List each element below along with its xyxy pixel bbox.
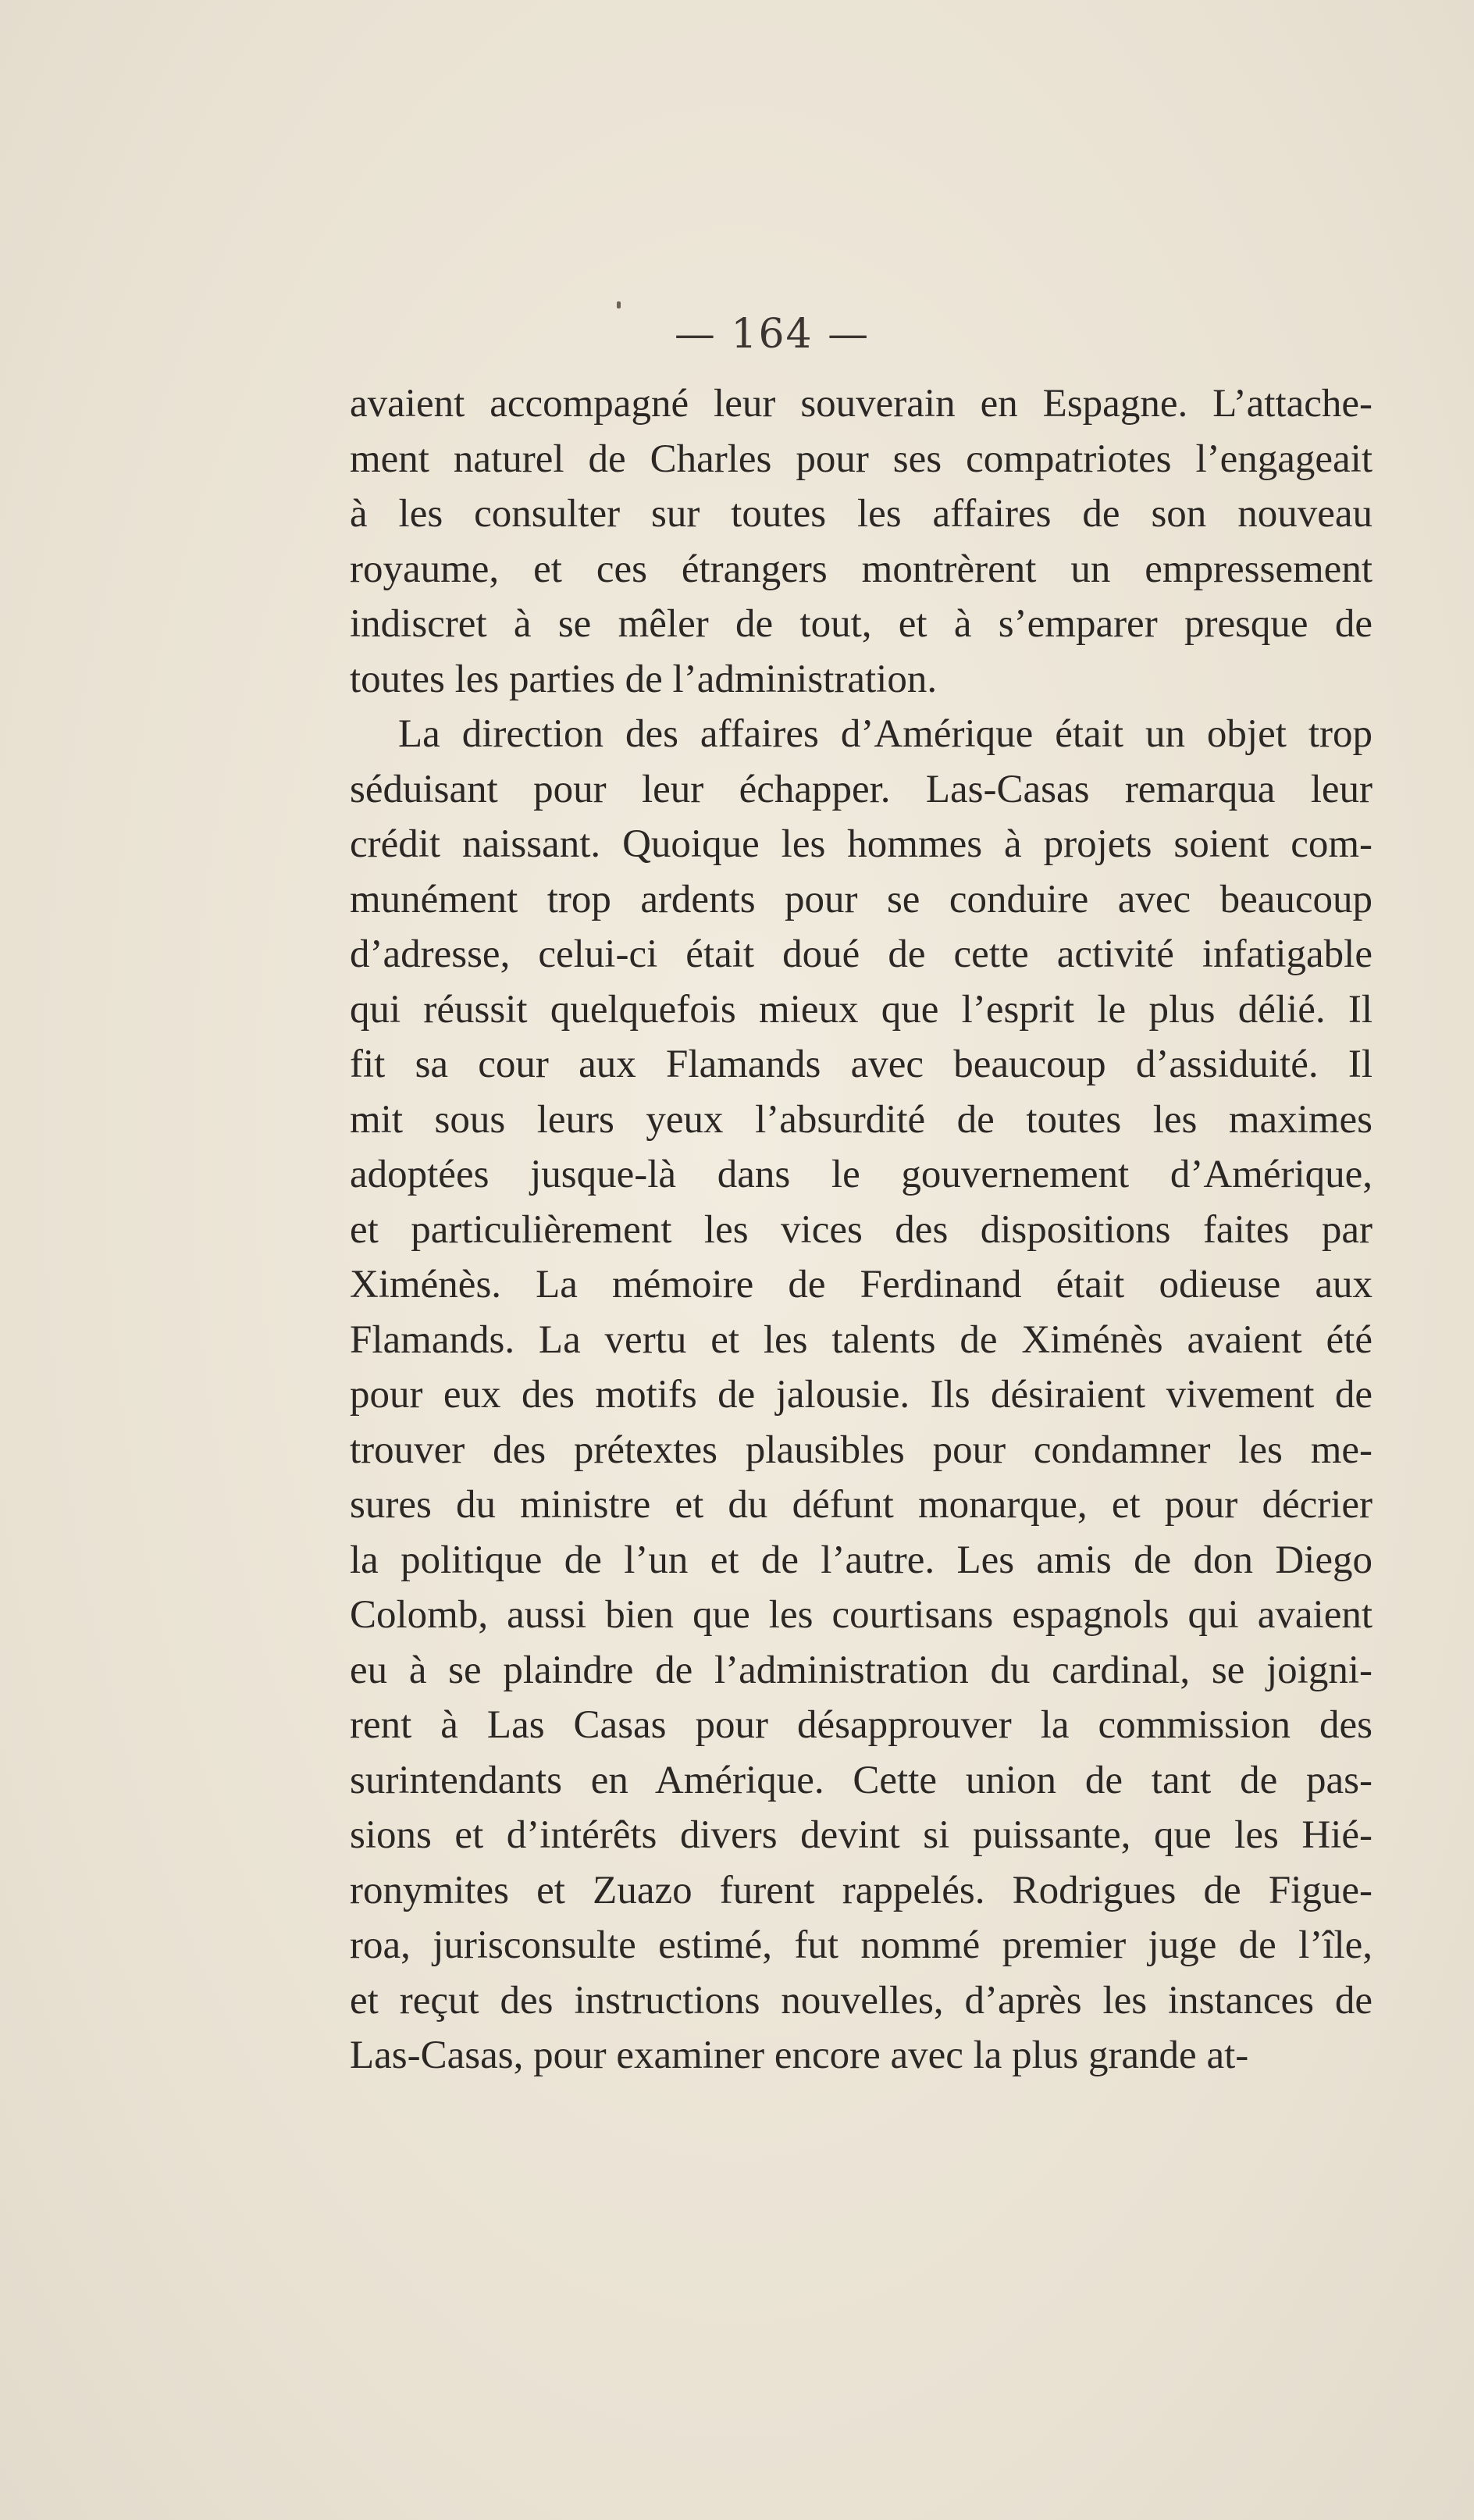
text-line: toutes les parties de l’administration. bbox=[350, 657, 938, 701]
text-line: munément trop ardents pour se conduire avec beaucoup bbox=[350, 877, 1373, 921]
text-line: trouver des prétextes plausibles pour condamner les me- bbox=[350, 1428, 1373, 1472]
text-line: et particulièrement les vices des dispositions faites par bbox=[350, 1207, 1373, 1252]
text-line: qui réussit quelquefois mieux que l’esprit le plus délié. Il bbox=[350, 987, 1373, 1032]
text-line: d’adresse, celui-ci était doué de cette activité infatigable bbox=[350, 932, 1373, 976]
text-line: et reçut des instructions nouvelles, d’après les instances de bbox=[350, 1978, 1373, 2023]
text-line: adoptées jusque-là dans le gouvernement d’Amérique, bbox=[350, 1153, 1373, 1196]
text-line: Colomb, aussi bien que les courtisans espagnols qui avaient bbox=[350, 1593, 1373, 1637]
ink-speck bbox=[617, 301, 621, 308]
text-line: avaient accompagné leur souverain en Espagne. L’attache- bbox=[350, 382, 1373, 426]
text-line: La direction des affaires d’Amérique était un objet trop bbox=[398, 712, 1373, 756]
text-line: royaume, et ces étrangers montrèrent un empressement bbox=[350, 547, 1373, 591]
text-line: Las-Casas, pour examiner encore avec la plus grande at- bbox=[350, 2033, 1249, 2077]
text-line: Flamands. La vertu et les talents de Ximénès avaient été bbox=[350, 1317, 1373, 1362]
text-line: ronymites et Zuazo furent rappelés. Rodrigues de Figue- bbox=[350, 1868, 1373, 1912]
text-line: mit sous leurs yeux l’absurdité de toutes les maximes bbox=[350, 1097, 1373, 1142]
text-line: séduisant pour leur échapper. Las-Casas remarqua leur bbox=[350, 767, 1373, 811]
text-line: crédit naissant. Quoique les hommes à projets soient com- bbox=[350, 822, 1373, 866]
text-line: eu à se plaindre de l’administration du cardinal, se joigni- bbox=[350, 1648, 1373, 1692]
body-text bbox=[350, 376, 1373, 2083]
text-line: sions et d’intérêts divers devint si puissante, que les Hié- bbox=[350, 1813, 1373, 1857]
text-line: indiscret à se mêler de tout, et à s’emparer presque de bbox=[350, 602, 1373, 646]
text-line: pour eux des motifs de jalousie. Ils désiraient vivement de bbox=[350, 1373, 1373, 1417]
text-line: la politique de l’un et de l’autre. Les amis de don Diego bbox=[350, 1538, 1373, 1582]
text-line: surintendants en Amérique. Cette union de tant de pas- bbox=[350, 1758, 1373, 1802]
text-line: sures du ministre et du défunt monarque, et pour décrier bbox=[350, 1483, 1373, 1527]
text-line: rent à Las Casas pour désapprouver la commission des bbox=[350, 1703, 1373, 1747]
text-line: fit sa cour aux Flamands avec beaucoup d’assiduité. Il bbox=[350, 1043, 1373, 1086]
text-line: ment naturel de Charles pour ses compatriotes l’engageait bbox=[350, 437, 1373, 481]
text-line: à les consulter sur toutes les affaires de son nouveau bbox=[350, 492, 1373, 536]
text-line: Ximénès. La mémoire de Ferdinand était odieuse aux bbox=[350, 1263, 1373, 1306]
text-line: roa, jurisconsulte estimé, fut nommé premier juge de l’île, bbox=[350, 1923, 1373, 1967]
page-number: — 164 — bbox=[674, 311, 871, 358]
